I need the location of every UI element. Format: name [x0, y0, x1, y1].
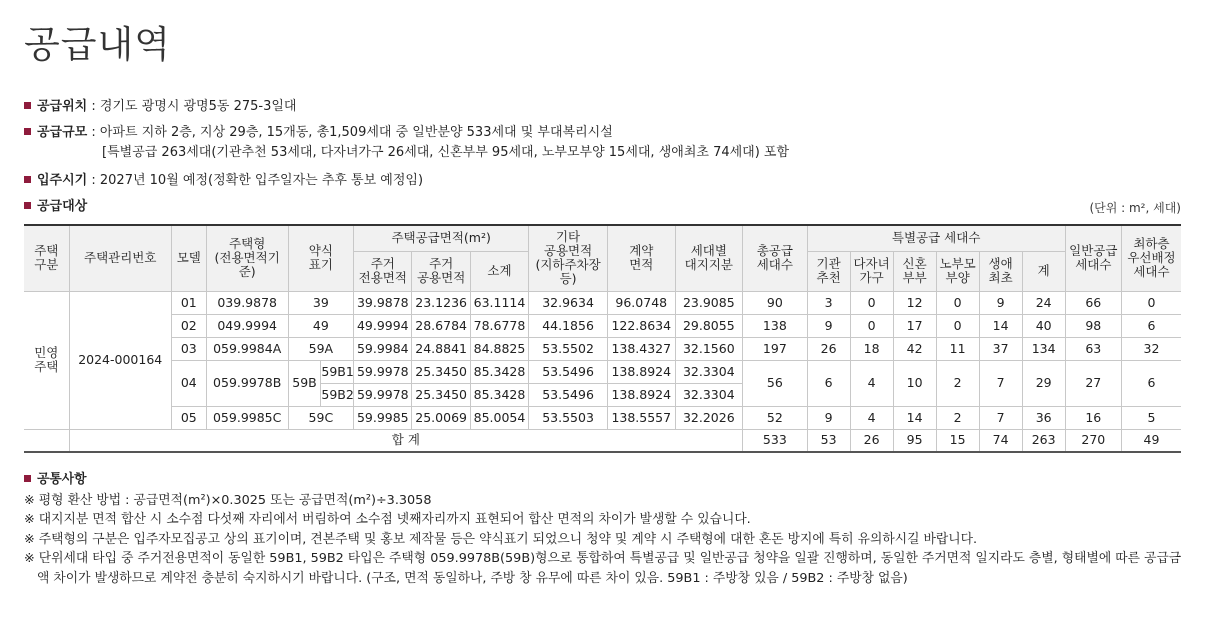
bullet-icon [24, 202, 31, 209]
cell-elderly: 0 [936, 314, 979, 337]
cell-lowest: 6 [1121, 314, 1181, 337]
cell-institution: 6 [807, 360, 850, 406]
cell-contract: 138.5557 [607, 406, 675, 429]
cell-type: 059.9984A [206, 337, 288, 360]
cell-multi-child: 0 [850, 314, 893, 337]
info-location: 공급위치 : 경기도 광명시 광명5동 275-3일대 [24, 97, 296, 117]
cell-newlywed: 17 [893, 314, 936, 337]
header-special-sum: 계 [1022, 251, 1065, 291]
cell-abbr-sub: 59B1 [321, 360, 354, 383]
header-abbr: 약식 표기 [288, 225, 354, 291]
info-target [24, 197, 87, 217]
cell-house-kind: 민영 주택 [24, 291, 69, 429]
cell-lowest: 0 [1121, 291, 1181, 314]
header-model: 모델 [171, 225, 206, 291]
cell-general: 27 [1065, 360, 1121, 406]
cell-other-common: 53.5503 [529, 406, 608, 429]
cell-land-share: 32.1560 [675, 337, 743, 360]
cell-general: 98 [1065, 314, 1121, 337]
cell-model: 02 [171, 314, 206, 337]
cell-type: 059.9985C [206, 406, 288, 429]
cell-multi-child: 4 [850, 406, 893, 429]
cell-other-common: 53.5502 [529, 337, 608, 360]
header-contract-area: 계약 면적 [607, 225, 675, 291]
note-item: ※ 평형 환산 방법 : 공급면적(m²)×0.3025 또는 공급면적(m²)÷3.3058 [24, 492, 432, 508]
cell-subtotal: 63.1114 [470, 291, 528, 314]
cell-elderly: 11 [936, 337, 979, 360]
cell-common: 25.3450 [412, 383, 470, 406]
cell-elderly: 2 [936, 360, 979, 406]
notes-heading: 공통사항 [37, 472, 87, 487]
header-other-common: 기타 공용면적 (지하주차장등) [529, 225, 608, 291]
cell-exclusive: 59.9978 [354, 360, 412, 383]
bullet-icon [24, 128, 31, 135]
notes-heading-row [24, 470, 1184, 490]
cell-subtotal: 85.3428 [470, 383, 528, 406]
cell-model: 05 [171, 406, 206, 429]
cell-first-time: 74 [979, 429, 1022, 452]
cell-first-time: 9 [979, 291, 1022, 314]
cell-special-sum: 29 [1022, 360, 1065, 406]
cell-exclusive: 49.9994 [354, 314, 412, 337]
cell-common: 25.3450 [412, 360, 470, 383]
cell-land-share: 32.2026 [675, 406, 743, 429]
cell-common: 25.0069 [412, 406, 470, 429]
cell-other-common: 44.1856 [529, 314, 608, 337]
move-in-value: 2027년 10월 예정(정확한 입주일자는 추후 통보 예정임) [99, 173, 424, 188]
cell-lowest: 32 [1121, 337, 1181, 360]
cell-abbr: 59A [288, 337, 354, 360]
cell-multi-child: 0 [850, 291, 893, 314]
cell-special-sum: 36 [1022, 406, 1065, 429]
cell-institution: 3 [807, 291, 850, 314]
cell-multi-child: 4 [850, 360, 893, 406]
cell-common: 23.1236 [412, 291, 470, 314]
cell-institution: 26 [807, 337, 850, 360]
table-row [24, 291, 1181, 314]
header-newlywed: 신혼 부부 [893, 251, 936, 291]
note-item: ※ 대지지분 면적 합산 시 소수점 다섯째 자리에서 버림하여 소수점 넷째자리까지 표현되어 합산 면적의 차이가 발생할 수 있습니다. [24, 512, 751, 527]
cell-common: 24.8841 [412, 337, 470, 360]
cell-first-time: 7 [979, 360, 1022, 406]
cell-abbr: 59B [288, 360, 321, 406]
cell-total: 197 [743, 337, 808, 360]
cell-total: 56 [743, 360, 808, 406]
cell-abbr: 59C [288, 406, 354, 429]
table-total-row [24, 429, 1181, 452]
header-general-units: 일반공급 세대수 [1065, 225, 1121, 291]
cell-newlywed: 14 [893, 406, 936, 429]
cell-other-common: 53.5496 [529, 383, 608, 406]
cell-special-sum: 134 [1022, 337, 1065, 360]
cell-common: 28.6784 [412, 314, 470, 337]
cell-total-label: 합 계 [69, 429, 743, 452]
header-housing-type: 주택형 (전용면적기준) [206, 225, 288, 291]
cell-other-common: 32.9634 [529, 291, 608, 314]
cell-multi-child: 18 [850, 337, 893, 360]
cell-other-common: 53.5496 [529, 360, 608, 383]
cell-type: 039.9878 [206, 291, 288, 314]
cell-subtotal: 85.0054 [470, 406, 528, 429]
cell-total: 533 [743, 429, 808, 452]
cell-newlywed: 12 [893, 291, 936, 314]
cell-abbr: 49 [288, 314, 354, 337]
location-label: 공급위치 [37, 99, 88, 114]
location-value: 경기도 광명시 광명5동 275-3일대 [99, 99, 297, 114]
common-notes [24, 470, 1184, 588]
cell-lowest: 49 [1121, 429, 1181, 452]
unit-note: (단위 : m², 세대) [1089, 201, 1181, 215]
cell-type: 049.9994 [206, 314, 288, 337]
cell-special-sum: 40 [1022, 314, 1065, 337]
bullet-icon [24, 102, 31, 109]
move-in-label: 입주시기 [37, 173, 88, 188]
cell-land-share: 23.9085 [675, 291, 743, 314]
cell-total: 138 [743, 314, 808, 337]
header-special-units: 특별공급 세대수 [807, 225, 1065, 251]
target-label: 공급대상 [37, 199, 88, 214]
cell-newlywed: 10 [893, 360, 936, 406]
table-row [24, 314, 1181, 337]
header-supply-area: 주택공급면적(m²) [354, 225, 529, 251]
info-scale: 공급규모 : 아파트 지하 2층, 지상 29층, 15개동, 총1,509세대 중 일반분양 533세대 및 부대복리시설 [특별공급 263세대(기관추천 53세대, 다자녀가구 26세대, 신혼부부 95세대, 노부모부양 15세대, 생애최초 74세대) 포함 [24, 123, 789, 163]
cell-first-time: 7 [979, 406, 1022, 429]
cell-contract: 138.4327 [607, 337, 675, 360]
table-row [24, 360, 1181, 383]
bullet-icon [24, 176, 31, 183]
cell-contract: 138.8924 [607, 360, 675, 383]
cell-mgmt-number: 2024-000164 [69, 291, 171, 429]
cell-contract: 138.8924 [607, 383, 675, 406]
cell-land-share: 29.8055 [675, 314, 743, 337]
cell-exclusive: 59.9978 [354, 383, 412, 406]
cell-exclusive: 39.9878 [354, 291, 412, 314]
table-row [24, 337, 1181, 360]
header-land-share: 세대별 대지지분 [675, 225, 743, 291]
cell-subtotal: 84.8825 [470, 337, 528, 360]
cell-special-sum: 24 [1022, 291, 1065, 314]
cell-subtotal: 85.3428 [470, 360, 528, 383]
cell-model: 01 [171, 291, 206, 314]
cell-total: 52 [743, 406, 808, 429]
header-mgmt-no: 주택관리번호 [69, 225, 171, 291]
cell-contract: 122.8634 [607, 314, 675, 337]
header-lowest-floor: 최하층 우선배정 세대수 [1121, 225, 1181, 291]
header-house-type: 주택 구분 [24, 225, 69, 291]
cell-elderly: 15 [936, 429, 979, 452]
note-item: ※ 주택형의 구분은 입주자모집공고 상의 표기이며, 견본주택 및 홍보 제작물 등은 약식표기 되었으니 청약 및 계약 시 주택형에 대한 혼돈 방지에 특히 유의하시길 바랍니다. [24, 531, 978, 547]
cell-first-time: 37 [979, 337, 1022, 360]
cell-abbr: 39 [288, 291, 354, 314]
cell-abbr-sub: 59B2 [321, 383, 354, 406]
scale-value: 아파트 지하 2층, 지상 29층, 15개동, 총1,509세대 중 일반분양 533세대 및 부대복리시설 [99, 125, 613, 140]
cell-institution: 53 [807, 429, 850, 452]
cell-elderly: 0 [936, 291, 979, 314]
cell-institution: 9 [807, 314, 850, 337]
cell-newlywed: 42 [893, 337, 936, 360]
cell-contract: 96.0748 [607, 291, 675, 314]
header-elderly: 노부모 부양 [936, 251, 979, 291]
cell-exclusive: 59.9985 [354, 406, 412, 429]
cell-land-share: 32.3304 [675, 383, 743, 406]
cell-empty [24, 429, 69, 452]
cell-first-time: 14 [979, 314, 1022, 337]
table-row [24, 406, 1181, 429]
cell-subtotal: 78.6778 [470, 314, 528, 337]
header-common: 주거 공용면적 [412, 251, 470, 291]
cell-institution: 9 [807, 406, 850, 429]
scale-value-2: [특별공급 263세대(기관추천 53세대, 다자녀가구 26세대, 신혼부부 95세대, 노부모부양 15세대, 생애최초 74세대) 포함 [102, 145, 790, 160]
cell-special-sum: 263 [1022, 429, 1065, 452]
cell-newlywed: 95 [893, 429, 936, 452]
cell-multi-child: 26 [850, 429, 893, 452]
cell-general: 66 [1065, 291, 1121, 314]
header-first-time: 생애 최초 [979, 251, 1022, 291]
header-total-units: 총공급 세대수 [743, 225, 808, 291]
supply-table [24, 224, 1181, 453]
cell-land-share: 32.3304 [675, 360, 743, 383]
cell-general: 16 [1065, 406, 1121, 429]
cell-general: 63 [1065, 337, 1121, 360]
info-move-in: 입주시기 : 2027년 10월 예정(정확한 입주일자는 추후 통보 예정임) [24, 171, 423, 191]
cell-lowest: 6 [1121, 360, 1181, 406]
header-subtotal: 소계 [470, 251, 528, 291]
note-item: ※ 단위세대 타입 중 주거전용면적이 동일한 59B1, 59B2 타입은 주택형 059.9978B(59B)형으로 통합하여 특별공급 및 일반공급 청약을 일괄 진행하며, 동일한 주거면적 일지라도 층별, 형태별에 따른 공급금액 차이가 발생하므로 계약전 충분히 숙지하시기 바랍니다. (구조, 면적 동일하나, 주방 창 유무에 따른 차이 있음. 59B1 : 주방창 있음 / 59B2 : 주방창 없음) [24, 551, 1182, 586]
cell-lowest: 5 [1121, 406, 1181, 429]
page-title: 공급내역 [24, 23, 171, 66]
header-multi-child: 다자녀 가구 [850, 251, 893, 291]
scale-label: 공급규모 [37, 125, 88, 140]
header-exclusive: 주거 전용면적 [354, 251, 412, 291]
cell-elderly: 2 [936, 406, 979, 429]
header-institution: 기관 추천 [807, 251, 850, 291]
cell-model: 04 [171, 360, 206, 406]
cell-type: 059.9978B [206, 360, 288, 406]
cell-model: 03 [171, 337, 206, 360]
cell-general: 270 [1065, 429, 1121, 452]
cell-total: 90 [743, 291, 808, 314]
cell-exclusive: 59.9984 [354, 337, 412, 360]
bullet-icon [24, 475, 31, 482]
